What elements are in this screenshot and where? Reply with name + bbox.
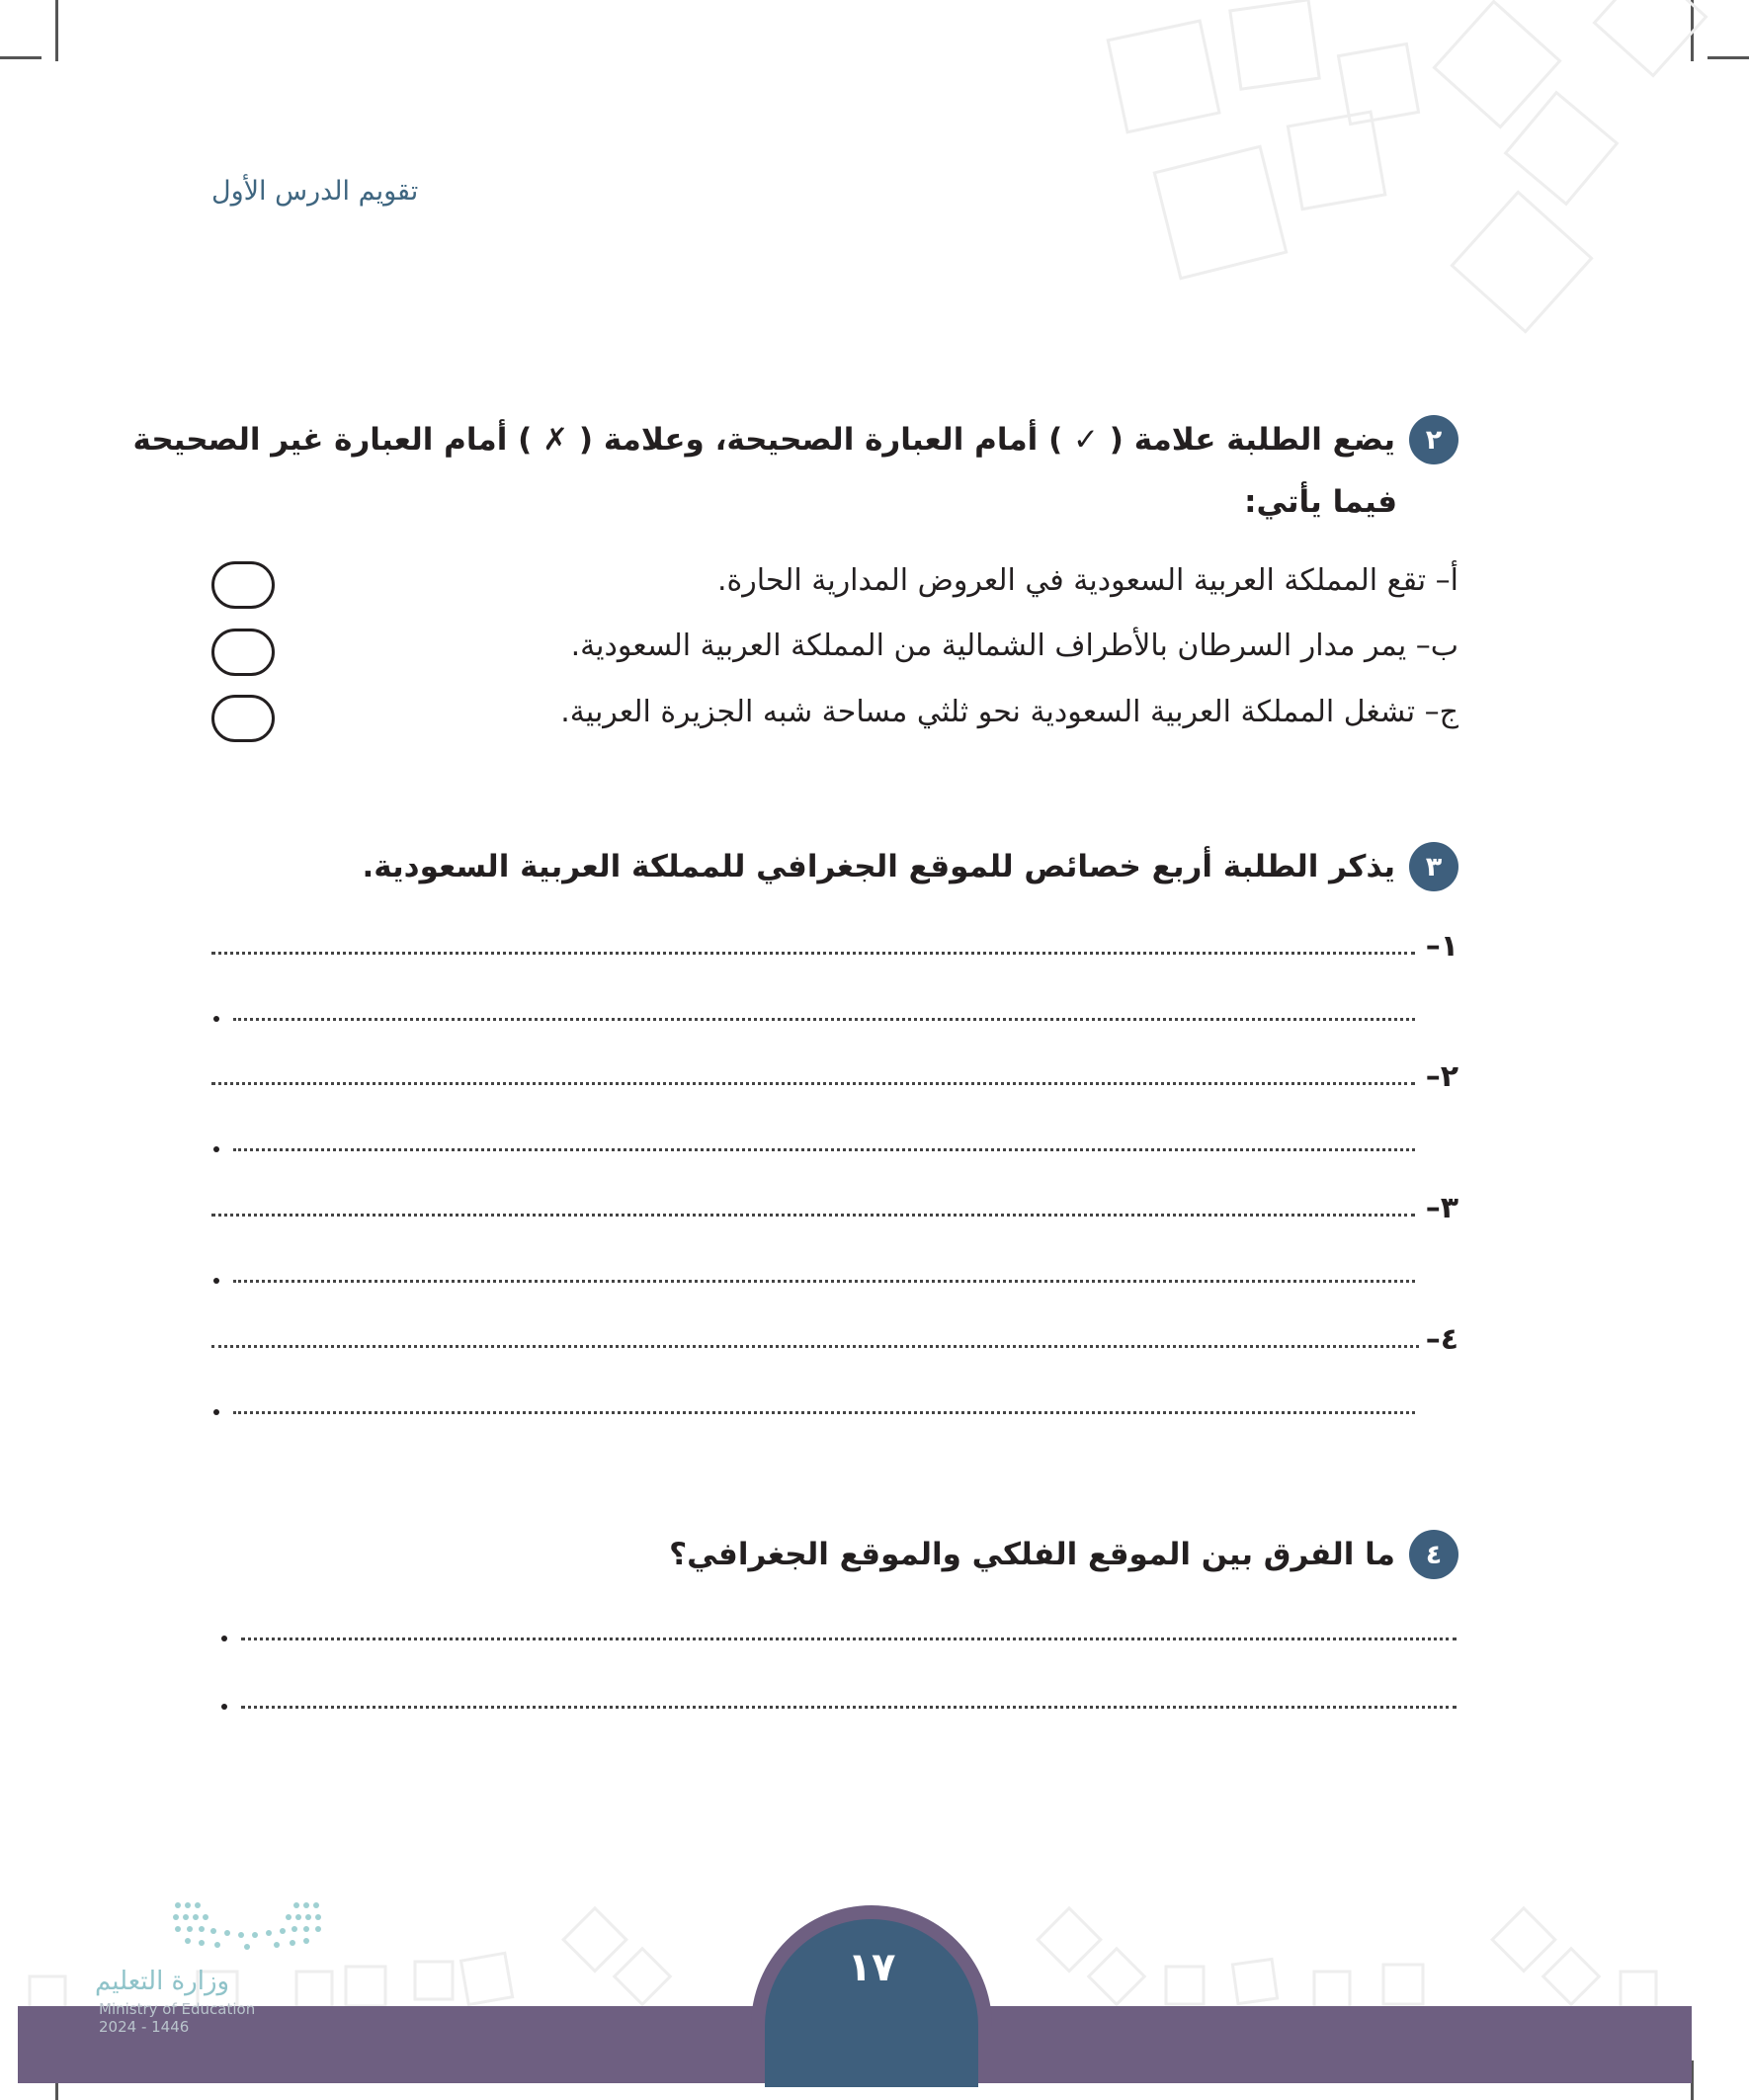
answer-line[interactable] bbox=[211, 1345, 1419, 1348]
question-2-prompt-line1: يضع الطلبة علامة ( ✓ ) أمام العبارة الصحيحة، وعلامة ( ✗ ) أمام العبارة غير الصحيحة bbox=[132, 422, 1395, 458]
answer-oval-a[interactable] bbox=[211, 561, 275, 609]
question-number-badge: ٣ bbox=[1409, 842, 1458, 891]
answer-line[interactable] bbox=[233, 1280, 1415, 1283]
bullet-dot bbox=[221, 1636, 227, 1641]
answer-line[interactable] bbox=[233, 1148, 1415, 1151]
ministry-name: وزارة التعليم bbox=[95, 1967, 230, 1996]
answer-line[interactable] bbox=[211, 952, 1415, 955]
question-4-prompt: ما الفرق بين الموقع الفلكي والموقع الجغرافي؟ bbox=[669, 1537, 1395, 1572]
crop-mark bbox=[55, 0, 58, 61]
bullet-dot bbox=[213, 1278, 219, 1284]
question-2-prompt-line2: فيما يأتي: bbox=[1244, 484, 1397, 520]
answer-line[interactable] bbox=[241, 1706, 1457, 1709]
bullet-dot bbox=[213, 1409, 219, 1415]
bullet-dot bbox=[221, 1704, 227, 1710]
answer-oval-b[interactable] bbox=[211, 629, 275, 676]
question-number-badge: ٤ bbox=[1409, 1530, 1458, 1579]
bullet-dot bbox=[213, 1016, 219, 1022]
page-number: ١٧ bbox=[847, 1945, 896, 1990]
statement-a: أ– تقع المملكة العربية السعودية في العروض المدارية الحارة. bbox=[717, 563, 1458, 598]
statement-b: ب– يمر مدار السرطان بالأطراف الشمالية من المملكة العربية السعودية. bbox=[570, 629, 1458, 663]
answer-oval-c[interactable] bbox=[211, 695, 275, 742]
answer-line[interactable] bbox=[241, 1638, 1457, 1640]
ministry-logo-icon bbox=[168, 1897, 326, 1957]
question-4-header bbox=[669, 1530, 1458, 1579]
running-title: تقويم الدرس الأول bbox=[211, 176, 419, 207]
crop-mark bbox=[0, 56, 42, 59]
answer-number-1: ١– bbox=[1425, 929, 1458, 964]
ministry-name-en: Ministry of Education bbox=[99, 2000, 256, 2018]
question-3-prompt: يذكر الطلبة أربع خصائص للموقع الجغرافي للمملكة العربية السعودية. bbox=[362, 849, 1395, 884]
answer-line[interactable] bbox=[211, 1214, 1415, 1217]
question-3-header bbox=[362, 842, 1458, 891]
statement-c: ج– تشغل المملكة العربية السعودية نحو ثلثي مساحة شبه الجزيرة العربية. bbox=[560, 695, 1458, 729]
answer-number-2: ٢– bbox=[1425, 1059, 1458, 1094]
answer-line[interactable] bbox=[211, 1082, 1415, 1085]
question-2-header bbox=[133, 415, 1458, 464]
answer-line[interactable] bbox=[233, 1018, 1415, 1021]
answer-number-4: ٤– bbox=[1425, 1322, 1458, 1357]
decorative-pattern bbox=[1057, 0, 1749, 356]
answer-line[interactable] bbox=[233, 1411, 1415, 1414]
edition-year: 2024 - 1446 bbox=[99, 2018, 190, 2036]
bullet-dot bbox=[213, 1146, 219, 1152]
answer-number-3: ٣– bbox=[1425, 1191, 1458, 1225]
question-number-badge: ٢ bbox=[1409, 415, 1458, 464]
